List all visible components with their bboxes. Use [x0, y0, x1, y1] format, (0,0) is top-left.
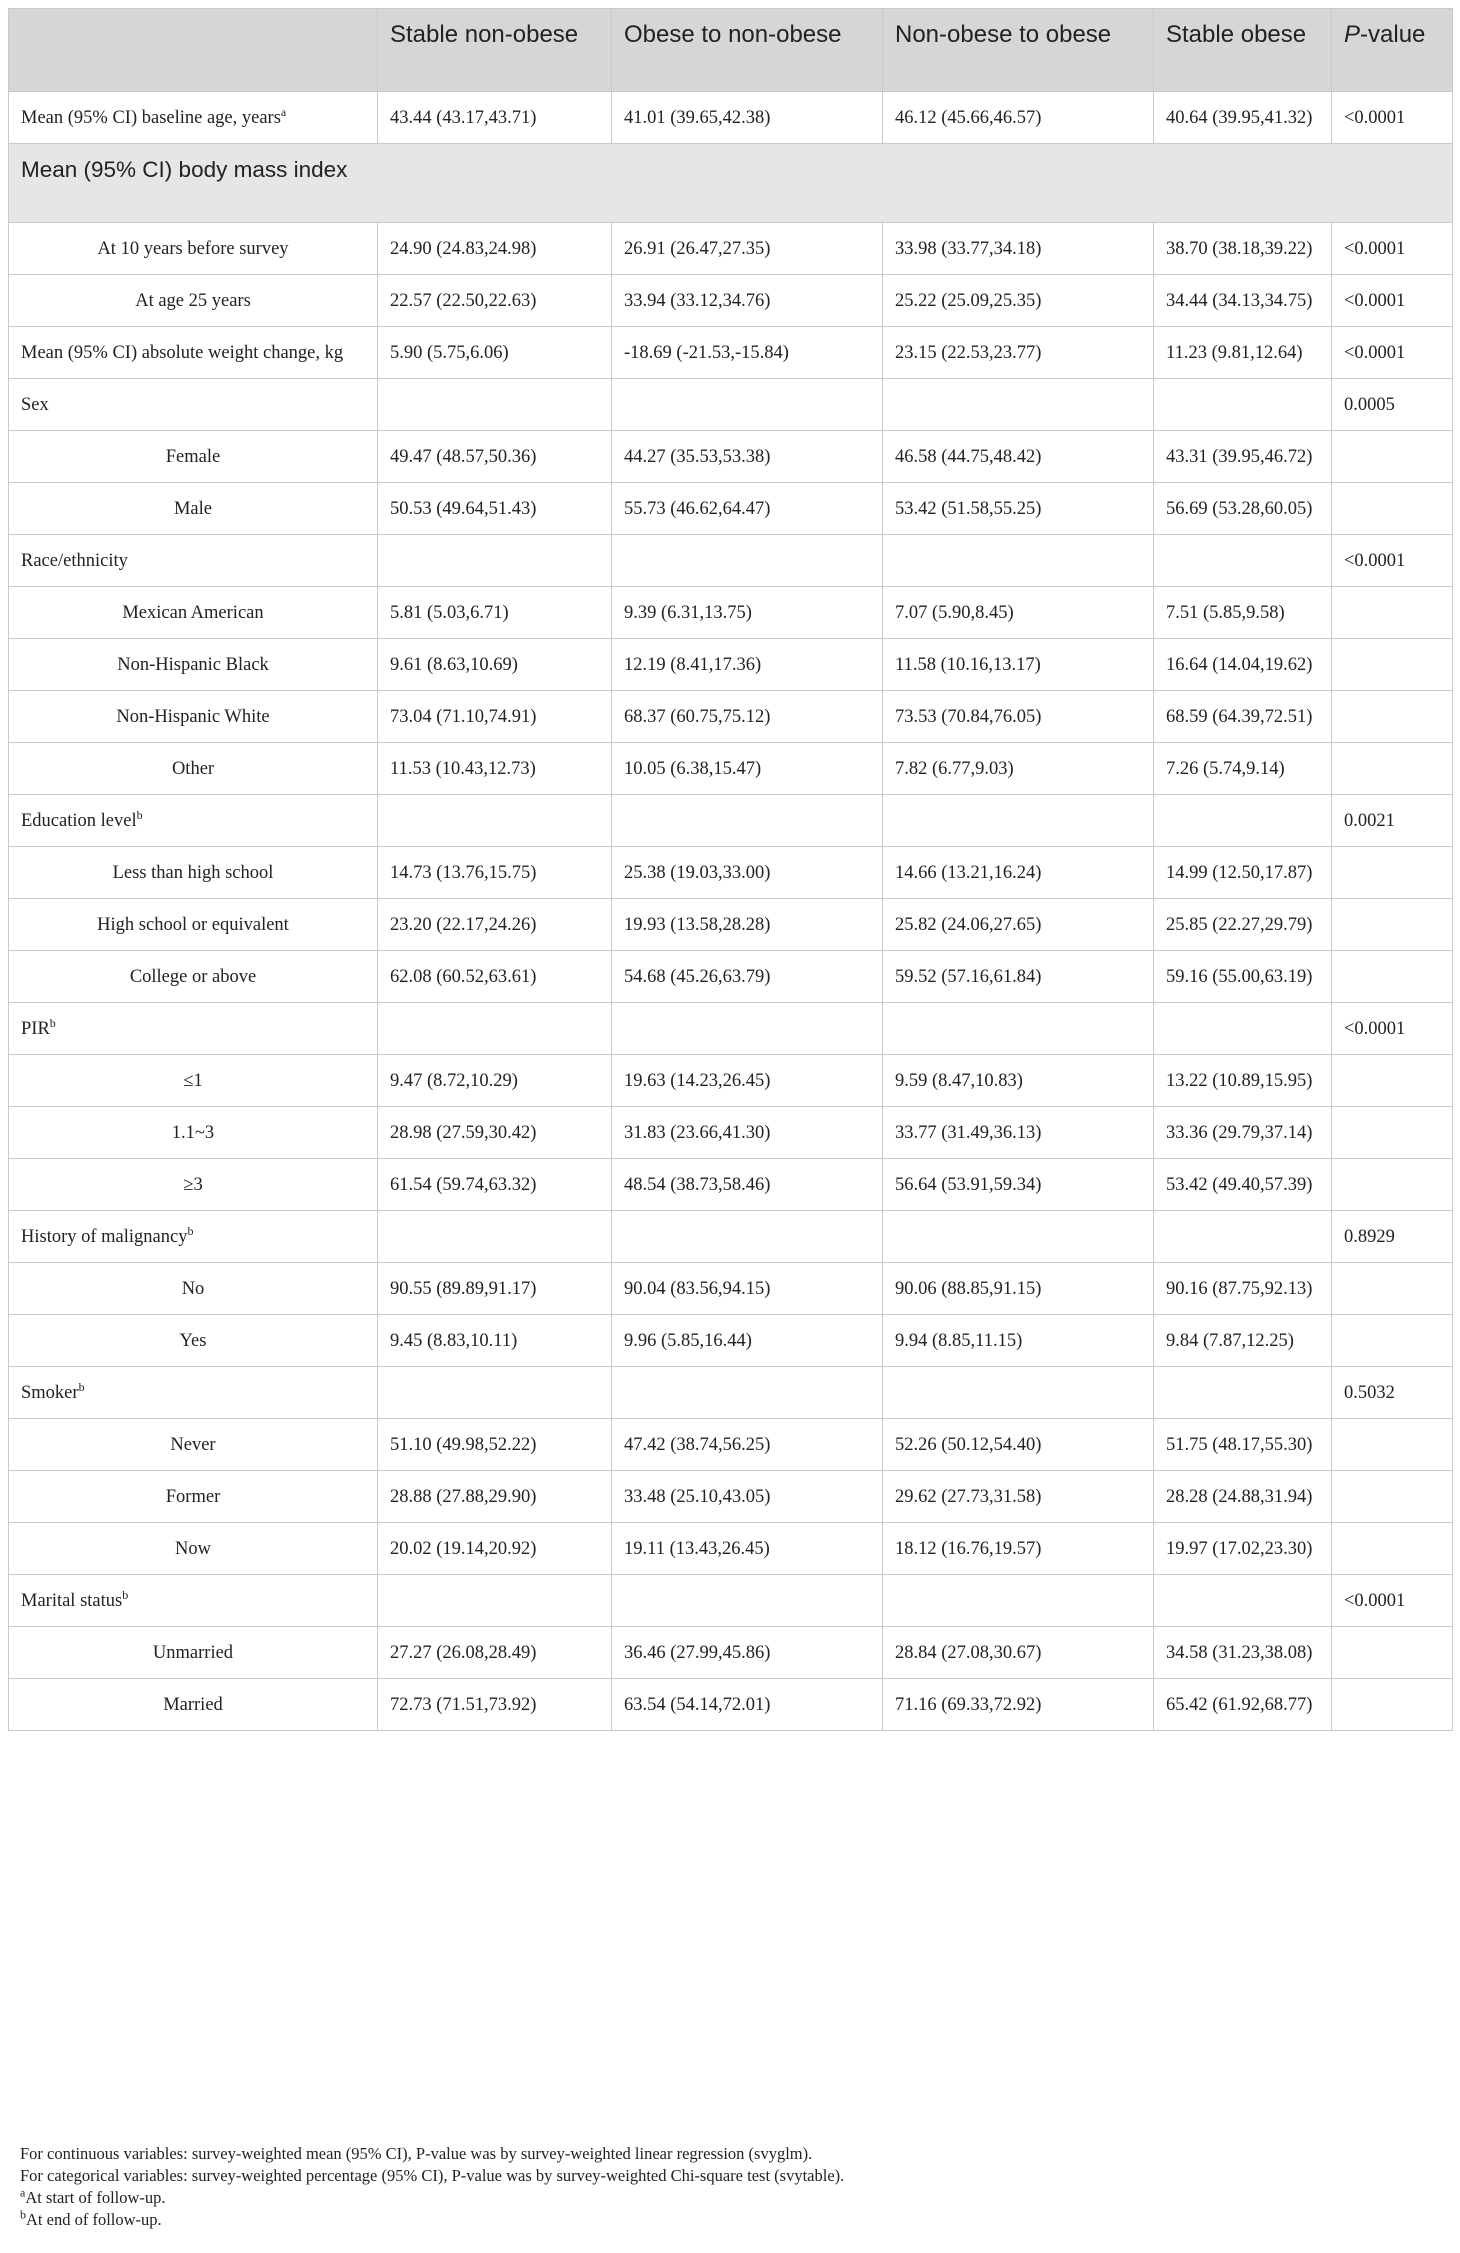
cell-non-obese-to-obese: 9.59 (8.47,10.83) [883, 1055, 1154, 1107]
cell-p-value: 0.8929 [1332, 1211, 1453, 1263]
empty-cell [378, 379, 612, 431]
row-label [9, 1471, 378, 1523]
cell-p-value: <0.0001 [1332, 275, 1453, 327]
cell-stable-obese: 59.16 (55.00,63.19) [1154, 951, 1332, 1003]
footnote-marker: b [187, 1223, 194, 1238]
row-label [9, 1211, 378, 1263]
table-row [9, 1315, 1453, 1367]
empty-cell [883, 1211, 1154, 1263]
cell-obese-to-non-obese: 41.01 (39.65,42.38) [612, 92, 883, 144]
cell-stable-obese: 28.28 (24.88,31.94) [1154, 1471, 1332, 1523]
cell-stable-obese: 65.42 (61.92,68.77) [1154, 1679, 1332, 1731]
header-p-italic: P [1344, 21, 1361, 48]
row-label [9, 1315, 378, 1367]
footnote-a-marker: a [20, 2185, 26, 2200]
row-label-text: Never [170, 1435, 216, 1455]
empty-cell [883, 379, 1154, 431]
cell-stable-obese: 68.59 (64.39,72.51) [1154, 691, 1332, 743]
row-label-text: Married [163, 1695, 223, 1715]
cell-obese-to-non-obese: -18.69 (-21.53,-15.84) [612, 327, 883, 379]
empty-cell [1332, 1055, 1453, 1107]
row-label-text: Now [175, 1539, 211, 1559]
empty-cell [1154, 535, 1332, 587]
empty-cell [612, 1367, 883, 1419]
cell-p-value: <0.0001 [1332, 535, 1453, 587]
row-label [9, 1263, 378, 1315]
cell-obese-to-non-obese: 63.54 (54.14,72.01) [612, 1679, 883, 1731]
cell-stable-obese: 56.69 (53.28,60.05) [1154, 483, 1332, 535]
cell-stable-obese: 11.23 (9.81,12.64) [1154, 327, 1332, 379]
table-row [9, 1159, 1453, 1211]
cell-stable-obese: 16.64 (14.04,19.62) [1154, 639, 1332, 691]
table-row [9, 1419, 1453, 1471]
cell-non-obese-to-obese: 7.82 (6.77,9.03) [883, 743, 1154, 795]
empty-cell [1332, 431, 1453, 483]
cell-stable-non-obese: 9.45 (8.83,10.11) [378, 1315, 612, 1367]
cell-p-value: <0.0001 [1332, 223, 1453, 275]
cell-p-value: 0.0021 [1332, 795, 1453, 847]
table-row [9, 899, 1453, 951]
row-label-text: Unmarried [152, 1643, 234, 1663]
row-label [9, 639, 378, 691]
cell-stable-obese: 34.58 (31.23,38.08) [1154, 1627, 1332, 1679]
cell-non-obese-to-obese: 25.22 (25.09,25.35) [883, 275, 1154, 327]
cell-stable-obese: 51.75 (48.17,55.30) [1154, 1419, 1332, 1471]
footnote-marker: b [49, 1015, 56, 1030]
cell-stable-non-obese: 9.61 (8.63,10.69) [378, 639, 612, 691]
footnote-b [20, 2209, 1440, 2231]
empty-cell [1154, 1211, 1332, 1263]
cell-obese-to-non-obese: 12.19 (8.41,17.36) [612, 639, 883, 691]
footnote-marker: b [122, 1587, 129, 1602]
empty-cell [1154, 379, 1332, 431]
cell-stable-non-obese: 27.27 (26.08,28.49) [378, 1627, 612, 1679]
row-label-text: Female [165, 447, 221, 467]
cell-obese-to-non-obese: 10.05 (6.38,15.47) [612, 743, 883, 795]
row-label [9, 1003, 378, 1055]
section-label: Mean (95% CI) body mass index [9, 144, 1453, 223]
footnote-marker: b [78, 1379, 85, 1394]
row-label-text: Yes [179, 1331, 207, 1351]
header-p-value [1332, 9, 1453, 92]
cell-p-value: <0.0001 [1332, 92, 1453, 144]
row-label-text: No [181, 1279, 205, 1299]
cell-stable-non-obese: 5.81 (5.03,6.71) [378, 587, 612, 639]
cell-obese-to-non-obese: 36.46 (27.99,45.86) [612, 1627, 883, 1679]
cell-stable-obese: 7.51 (5.85,9.58) [1154, 587, 1332, 639]
table-row [9, 1575, 1453, 1627]
row-label-text: Non-Hispanic White [116, 707, 270, 727]
row-label [9, 1419, 378, 1471]
empty-cell [378, 1367, 612, 1419]
empty-cell [1332, 639, 1453, 691]
cell-stable-obese: 34.44 (34.13,34.75) [1154, 275, 1332, 327]
cell-non-obese-to-obese: 29.62 (27.73,31.58) [883, 1471, 1154, 1523]
row-label [9, 587, 378, 639]
cell-stable-non-obese: 50.53 (49.64,51.43) [378, 483, 612, 535]
cell-non-obese-to-obese: 52.26 (50.12,54.40) [883, 1419, 1154, 1471]
row-label [9, 691, 378, 743]
footnote-continuous: For continuous variables: survey-weighted mean (95% CI), P-value was by survey-weighted linear regression (svyglm). [20, 2144, 813, 2163]
empty-cell [1332, 1627, 1453, 1679]
row-label-text: PIR [21, 1019, 50, 1039]
row-label-text: History of malignancy [21, 1227, 188, 1247]
cell-stable-obese: 25.85 (22.27,29.79) [1154, 899, 1332, 951]
cell-p-value: <0.0001 [1332, 327, 1453, 379]
table-row [9, 847, 1453, 899]
empty-cell [1332, 1159, 1453, 1211]
row-label-text: ≤1 [183, 1071, 203, 1091]
empty-cell [1332, 587, 1453, 639]
empty-cell [1332, 899, 1453, 951]
cell-non-obese-to-obese: 90.06 (88.85,91.15) [883, 1263, 1154, 1315]
cell-stable-non-obese: 49.47 (48.57,50.36) [378, 431, 612, 483]
cell-obese-to-non-obese: 19.11 (13.43,26.45) [612, 1523, 883, 1575]
empty-cell [1154, 1003, 1332, 1055]
cell-non-obese-to-obese: 7.07 (5.90,8.45) [883, 587, 1154, 639]
cell-non-obese-to-obese: 25.82 (24.06,27.65) [883, 899, 1154, 951]
section-row [9, 144, 1453, 223]
cell-stable-non-obese: 73.04 (71.10,74.91) [378, 691, 612, 743]
cell-stable-non-obese: 11.53 (10.43,12.73) [378, 743, 612, 795]
row-label [9, 1575, 378, 1627]
cell-non-obese-to-obese: 73.53 (70.84,76.05) [883, 691, 1154, 743]
cell-obese-to-non-obese: 54.68 (45.26,63.79) [612, 951, 883, 1003]
cell-non-obese-to-obese: 59.52 (57.16,61.84) [883, 951, 1154, 1003]
cell-obese-to-non-obese: 44.27 (35.53,53.38) [612, 431, 883, 483]
table-row [9, 1107, 1453, 1159]
table-row [9, 327, 1453, 379]
empty-cell [1154, 1575, 1332, 1627]
footnote-a [20, 2187, 1440, 2209]
empty-cell [883, 1367, 1154, 1419]
cell-stable-obese: 53.42 (49.40,57.39) [1154, 1159, 1332, 1211]
cell-non-obese-to-obese: 33.98 (33.77,34.18) [883, 223, 1154, 275]
table-row [9, 639, 1453, 691]
header-non-obese-to-obese: Non-obese to obese [883, 9, 1154, 92]
row-label-text: Mexican American [122, 603, 264, 623]
empty-cell [1332, 691, 1453, 743]
header-stable-obese: Stable obese [1154, 9, 1332, 92]
footnote-a-text: At start of follow-up. [25, 2188, 166, 2207]
cell-stable-obese: 14.99 (12.50,17.87) [1154, 847, 1332, 899]
cell-stable-obese: 9.84 (7.87,12.25) [1154, 1315, 1332, 1367]
row-label-text: 1.1~3 [171, 1123, 215, 1143]
cell-obese-to-non-obese: 90.04 (83.56,94.15) [612, 1263, 883, 1315]
cell-non-obese-to-obese: 18.12 (16.76,19.57) [883, 1523, 1154, 1575]
cell-obese-to-non-obese: 9.39 (6.31,13.75) [612, 587, 883, 639]
cell-non-obese-to-obese: 9.94 (8.85,11.15) [883, 1315, 1154, 1367]
row-label [9, 1367, 378, 1419]
cell-stable-non-obese: 24.90 (24.83,24.98) [378, 223, 612, 275]
table-row [9, 535, 1453, 587]
cell-stable-obese: 33.36 (29.79,37.14) [1154, 1107, 1332, 1159]
empty-cell [378, 795, 612, 847]
empty-cell [883, 1003, 1154, 1055]
cell-p-value: 0.0005 [1332, 379, 1453, 431]
cell-p-value: <0.0001 [1332, 1003, 1453, 1055]
row-label: Sex [9, 379, 378, 431]
table-row [9, 951, 1453, 1003]
empty-cell [612, 1003, 883, 1055]
cell-non-obese-to-obese: 11.58 (10.16,13.17) [883, 639, 1154, 691]
cell-stable-non-obese: 62.08 (60.52,63.61) [378, 951, 612, 1003]
table-row [9, 431, 1453, 483]
table-row [9, 691, 1453, 743]
footnote-b-text: At end of follow-up. [26, 2210, 162, 2229]
empty-cell [1332, 1523, 1453, 1575]
table-row [9, 587, 1453, 639]
table-row [9, 743, 1453, 795]
cell-obese-to-non-obese: 9.96 (5.85,16.44) [612, 1315, 883, 1367]
empty-cell [1332, 951, 1453, 1003]
table-row [9, 1679, 1453, 1731]
empty-cell [1332, 1263, 1453, 1315]
row-label [9, 431, 378, 483]
table-row [9, 1523, 1453, 1575]
cell-stable-non-obese: 28.98 (27.59,30.42) [378, 1107, 612, 1159]
header-p-rest: -value [1360, 21, 1426, 48]
row-label-text: Marital status [21, 1591, 123, 1611]
empty-cell [1332, 483, 1453, 535]
cell-non-obese-to-obese: 14.66 (13.21,16.24) [883, 847, 1154, 899]
cell-stable-non-obese: 9.47 (8.72,10.29) [378, 1055, 612, 1107]
row-label [9, 795, 378, 847]
empty-cell [612, 535, 883, 587]
row-label [9, 275, 378, 327]
cell-non-obese-to-obese: 53.42 (51.58,55.25) [883, 483, 1154, 535]
cell-obese-to-non-obese: 33.48 (25.10,43.05) [612, 1471, 883, 1523]
empty-cell [378, 1003, 612, 1055]
cell-obese-to-non-obese: 26.91 (26.47,27.35) [612, 223, 883, 275]
row-label [9, 899, 378, 951]
row-label-text: At age 25 years [135, 291, 251, 311]
header-stable-non-obese: Stable non-obese [378, 9, 612, 92]
row-label [9, 483, 378, 535]
baseline-characteristics-table [8, 8, 1453, 1731]
empty-cell [612, 379, 883, 431]
row-label [9, 743, 378, 795]
footnote-marker: b [136, 807, 143, 822]
cell-stable-non-obese: 14.73 (13.76,15.75) [378, 847, 612, 899]
table-footnotes [20, 2143, 1440, 2231]
table-row [9, 1055, 1453, 1107]
row-label: Mean (95% CI) absolute weight change, kg [9, 327, 378, 379]
table-row [9, 1211, 1453, 1263]
row-label-text: Non-Hispanic Black [117, 655, 269, 675]
cell-obese-to-non-obese: 48.54 (38.73,58.46) [612, 1159, 883, 1211]
table-row [9, 1627, 1453, 1679]
cell-non-obese-to-obese: 56.64 (53.91,59.34) [883, 1159, 1154, 1211]
cell-stable-non-obese: 23.20 (22.17,24.26) [378, 899, 612, 951]
row-label-text: Mean (95% CI) baseline age, years [21, 108, 281, 128]
cell-obese-to-non-obese: 19.63 (14.23,26.45) [612, 1055, 883, 1107]
row-label [9, 92, 378, 144]
cell-non-obese-to-obese: 33.77 (31.49,36.13) [883, 1107, 1154, 1159]
cell-stable-obese: 90.16 (87.75,92.13) [1154, 1263, 1332, 1315]
row-label [9, 1627, 378, 1679]
cell-obese-to-non-obese: 55.73 (46.62,64.47) [612, 483, 883, 535]
row-label [9, 847, 378, 899]
empty-cell [1332, 1471, 1453, 1523]
table-row [9, 483, 1453, 535]
empty-cell [612, 1575, 883, 1627]
footnote-categorical: For categorical variables: survey-weighted percentage (95% CI), P-value was by survey-weighted Chi-square test (svytable). [20, 2166, 845, 2185]
row-label [9, 1523, 378, 1575]
cell-non-obese-to-obese: 71.16 (69.33,72.92) [883, 1679, 1154, 1731]
row-label-text: Male [173, 499, 212, 519]
table-row [9, 275, 1453, 327]
empty-cell [1154, 1367, 1332, 1419]
table-row [9, 1003, 1453, 1055]
empty-cell [1332, 1679, 1453, 1731]
cell-stable-obese: 38.70 (38.18,39.22) [1154, 223, 1332, 275]
footnote-b-marker: b [20, 2207, 26, 2222]
table-row [9, 1367, 1453, 1419]
empty-cell [378, 535, 612, 587]
cell-stable-obese: 13.22 (10.89,15.95) [1154, 1055, 1332, 1107]
cell-obese-to-non-obese: 47.42 (38.74,56.25) [612, 1419, 883, 1471]
row-label-text: Other [171, 759, 215, 779]
cell-stable-non-obese: 51.10 (49.98,52.22) [378, 1419, 612, 1471]
cell-stable-non-obese: 20.02 (19.14,20.92) [378, 1523, 612, 1575]
cell-stable-non-obese: 43.44 (43.17,43.71) [378, 92, 612, 144]
cell-p-value: 0.5032 [1332, 1367, 1453, 1419]
empty-cell [883, 535, 1154, 587]
cell-obese-to-non-obese: 19.93 (13.58,28.28) [612, 899, 883, 951]
cell-stable-obese: 40.64 (39.95,41.32) [1154, 92, 1332, 144]
empty-cell [612, 795, 883, 847]
cell-stable-obese: 43.31 (39.95,46.72) [1154, 431, 1332, 483]
empty-cell [883, 795, 1154, 847]
empty-cell [1332, 1315, 1453, 1367]
empty-cell [612, 1211, 883, 1263]
table-header-row [9, 9, 1453, 92]
row-label-text: At 10 years before survey [97, 239, 289, 259]
table-row [9, 379, 1453, 431]
row-label-text: College or above [129, 967, 257, 987]
table-row [9, 1263, 1453, 1315]
cell-non-obese-to-obese: 46.58 (44.75,48.42) [883, 431, 1154, 483]
row-label-text: Former [165, 1487, 221, 1507]
header-obese-to-non-obese: Obese to non-obese [612, 9, 883, 92]
cell-obese-to-non-obese: 25.38 (19.03,33.00) [612, 847, 883, 899]
header-variable [9, 9, 378, 92]
table-row [9, 795, 1453, 847]
empty-cell [883, 1575, 1154, 1627]
table-row [9, 223, 1453, 275]
row-label [9, 951, 378, 1003]
cell-stable-non-obese: 5.90 (5.75,6.06) [378, 327, 612, 379]
cell-non-obese-to-obese: 28.84 (27.08,30.67) [883, 1627, 1154, 1679]
row-label [9, 1107, 378, 1159]
cell-non-obese-to-obese: 23.15 (22.53,23.77) [883, 327, 1154, 379]
cell-non-obese-to-obese: 46.12 (45.66,46.57) [883, 92, 1154, 144]
cell-stable-non-obese: 90.55 (89.89,91.17) [378, 1263, 612, 1315]
cell-stable-obese: 19.97 (17.02,23.30) [1154, 1523, 1332, 1575]
cell-p-value: <0.0001 [1332, 1575, 1453, 1627]
empty-cell [378, 1575, 612, 1627]
empty-cell [1154, 795, 1332, 847]
row-label [9, 1159, 378, 1211]
row-label-text: ≥3 [183, 1175, 203, 1195]
row-label [9, 1679, 378, 1731]
cell-stable-obese: 7.26 (5.74,9.14) [1154, 743, 1332, 795]
table-row [9, 1471, 1453, 1523]
empty-cell [1332, 1419, 1453, 1471]
empty-cell [1332, 847, 1453, 899]
cell-obese-to-non-obese: 31.83 (23.66,41.30) [612, 1107, 883, 1159]
row-label [9, 1055, 378, 1107]
table-row [9, 92, 1453, 144]
row-label-text: Smoker [21, 1383, 79, 1403]
cell-stable-non-obese: 22.57 (22.50,22.63) [378, 275, 612, 327]
row-label-text: High school or equivalent [97, 915, 289, 935]
empty-cell [1332, 1107, 1453, 1159]
empty-cell [1332, 743, 1453, 795]
row-label: Race/ethnicity [9, 535, 378, 587]
cell-stable-non-obese: 72.73 (71.51,73.92) [378, 1679, 612, 1731]
cell-obese-to-non-obese: 68.37 (60.75,75.12) [612, 691, 883, 743]
cell-stable-non-obese: 28.88 (27.88,29.90) [378, 1471, 612, 1523]
empty-cell [378, 1211, 612, 1263]
footnote-marker: a [280, 104, 287, 119]
row-label [9, 223, 378, 275]
row-label-text: Education level [21, 811, 137, 831]
row-label-text: Less than high school [112, 863, 274, 883]
cell-stable-non-obese: 61.54 (59.74,63.32) [378, 1159, 612, 1211]
cell-obese-to-non-obese: 33.94 (33.12,34.76) [612, 275, 883, 327]
